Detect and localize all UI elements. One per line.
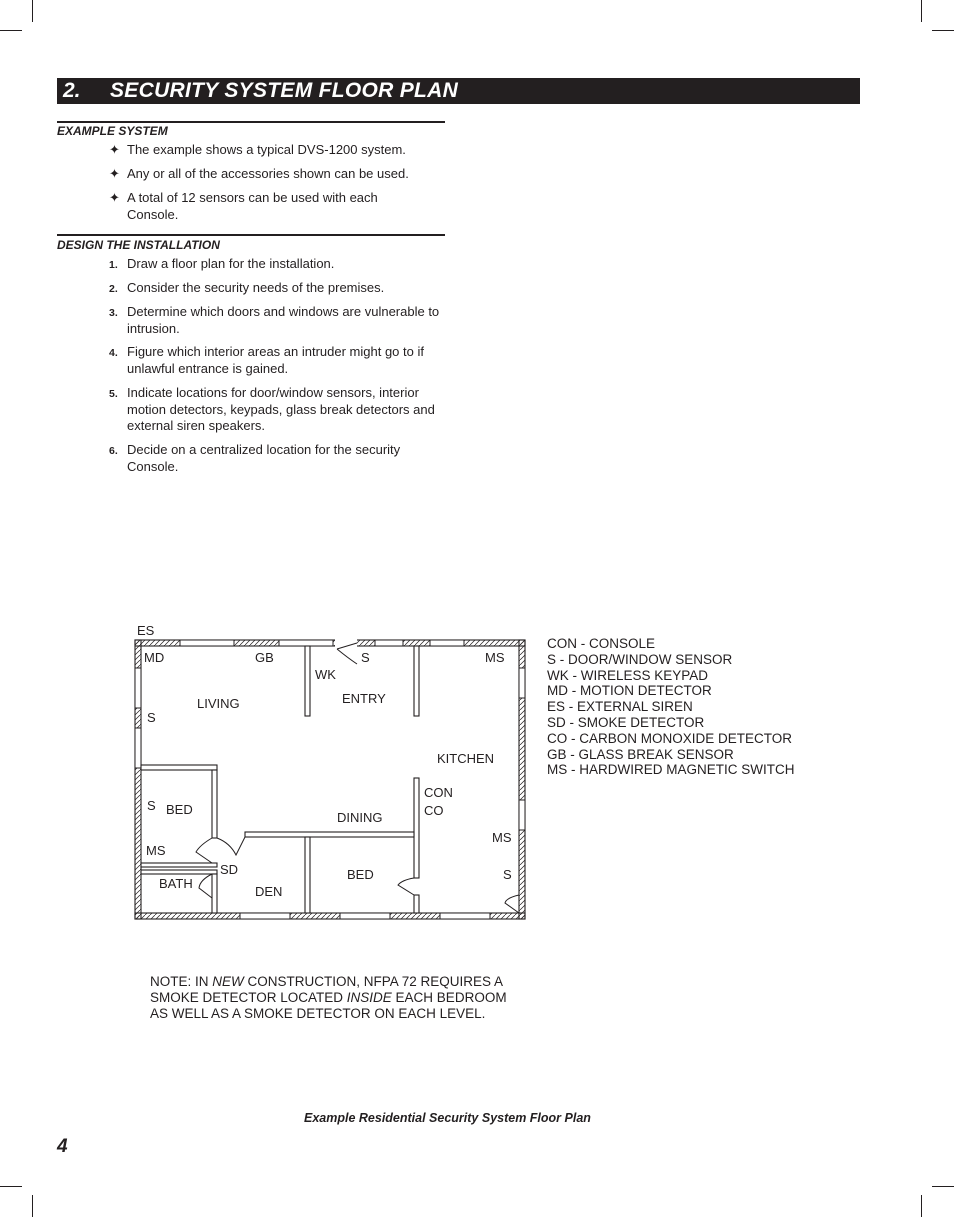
label-sd: SD: [220, 862, 239, 877]
wall: [245, 832, 414, 837]
example-system-heading: EXAMPLE SYSTEM: [57, 124, 168, 138]
label-gb: GB: [255, 650, 274, 665]
label-bath: BATH: [159, 876, 193, 891]
door-swing: [505, 895, 519, 913]
door-swing: [217, 837, 245, 855]
window: [375, 640, 403, 646]
step-number: 1.: [109, 259, 118, 271]
wall: [141, 863, 217, 867]
window: [519, 800, 525, 830]
bullet-marker: ✦: [109, 190, 120, 205]
wall: [305, 837, 310, 913]
wall: [414, 778, 419, 878]
window: [430, 640, 464, 646]
bullet-marker: ✦: [109, 166, 120, 181]
design-heading: DESIGN THE INSTALLATION: [57, 238, 220, 252]
label-entry: ENTRY: [342, 691, 386, 706]
window: [519, 668, 525, 698]
step-text: Decide on a centralized location for the security Console.: [127, 442, 401, 474]
label-co: CO: [424, 803, 444, 818]
label-dining: DINING: [337, 810, 383, 825]
door-swing: [196, 838, 212, 863]
nfpa-note: [150, 974, 525, 1022]
bullet-text: Any or all of the accessories shown can be used.: [127, 166, 409, 181]
label-s-bed: S: [147, 798, 156, 813]
window: [340, 913, 390, 919]
step-text: Consider the security needs of the premises.: [127, 280, 385, 295]
window: [240, 913, 290, 919]
wall: [414, 895, 419, 913]
step-text: Figure which interior areas an intruder might go to if unlawful entrance is gained.: [127, 344, 424, 376]
legend-item: MS - HARDWIRED MAGNETIC SWITCH: [547, 762, 795, 778]
legend-item: CO - CARBON MONOXIDE DETECTOR: [547, 730, 793, 746]
legend-item: SD - SMOKE DETECTOR: [547, 714, 705, 730]
label-bed-right: BED: [347, 867, 374, 882]
page-number: 4: [57, 1136, 68, 1157]
window: [135, 728, 141, 768]
note-emphasis: INSIDE: [346, 990, 392, 1005]
label-bed-left: BED: [166, 802, 193, 817]
label-kitchen: KITCHEN: [437, 751, 495, 766]
legend-item: ES - EXTERNAL SIREN: [547, 699, 693, 715]
section-title: SECURITY SYSTEM FLOOR PLAN: [110, 79, 459, 102]
step-text: Draw a floor plan for the installation.: [127, 256, 335, 271]
step-number: 6.: [109, 445, 118, 457]
note-text: NOTE: IN: [150, 974, 213, 989]
legend: [547, 636, 795, 778]
label-es: ES: [137, 623, 155, 638]
label-con: CON: [424, 785, 453, 800]
step-number: 3.: [109, 307, 118, 319]
window: [440, 913, 490, 919]
legend-item: WK - WIRELESS KEYPAD: [547, 667, 709, 683]
note-text: EACH BEDROOM AS WELL AS A SMOKE DETECTOR ON EACH LEVEL.: [150, 990, 507, 1021]
wall: [414, 646, 419, 716]
label-wk: WK: [315, 667, 336, 682]
wall: [212, 874, 217, 913]
window: [135, 668, 141, 708]
wall: [141, 765, 217, 770]
step-number: 5.: [109, 388, 118, 400]
figure-caption: Example Residential Security System Floor Plan: [304, 1111, 591, 1125]
label-md: MD: [144, 650, 165, 665]
window: [180, 640, 234, 646]
note-text: CONSTRUCTION, NFPA 72 REQUIRES A SMOKE DETECTOR LOCATED: [150, 974, 503, 1005]
window: [279, 640, 333, 646]
wall: [141, 870, 217, 874]
label-ms-right: MS: [492, 830, 512, 845]
step-text: Indicate locations for door/window sensors, interior motion detectors, keypads, glass break detectors and external siren speakers.: [127, 385, 435, 433]
interior-walls: [141, 646, 419, 913]
label-s-living: S: [147, 710, 156, 725]
door-swing: [398, 878, 414, 895]
step-number: 2.: [109, 283, 118, 295]
legend-item: GB - GLASS BREAK SENSOR: [547, 746, 734, 762]
label-ms-bed: MS: [146, 843, 166, 858]
label-s-entry: S: [361, 650, 370, 665]
legend-item: CON - CONSOLE: [547, 636, 656, 651]
legend-item: MD - MOTION DETECTOR: [547, 683, 712, 699]
step-text: Determine which doors and windows are vulnerable to intrusion.: [127, 304, 440, 336]
label-s-right: S: [503, 867, 512, 882]
label-living: LIVING: [197, 696, 240, 711]
entry-door-opening: [335, 639, 357, 664]
bullet-marker: ✦: [109, 142, 120, 157]
bullet-text: A total of 12 sensors can be used with each Console.: [127, 190, 378, 222]
door-swing: [199, 874, 212, 898]
section-number: 2.: [63, 79, 81, 102]
step-number: 4.: [109, 347, 118, 359]
label-ms-kitchen: MS: [485, 650, 505, 665]
legend-item: S - DOOR/WINDOW SENSOR: [547, 651, 733, 667]
bullet-text: The example shows a typical DVS-1200 system.: [127, 142, 406, 157]
wall: [305, 646, 310, 716]
note-emphasis: NEW: [212, 974, 244, 989]
label-den: DEN: [255, 884, 283, 899]
wall: [212, 770, 217, 838]
